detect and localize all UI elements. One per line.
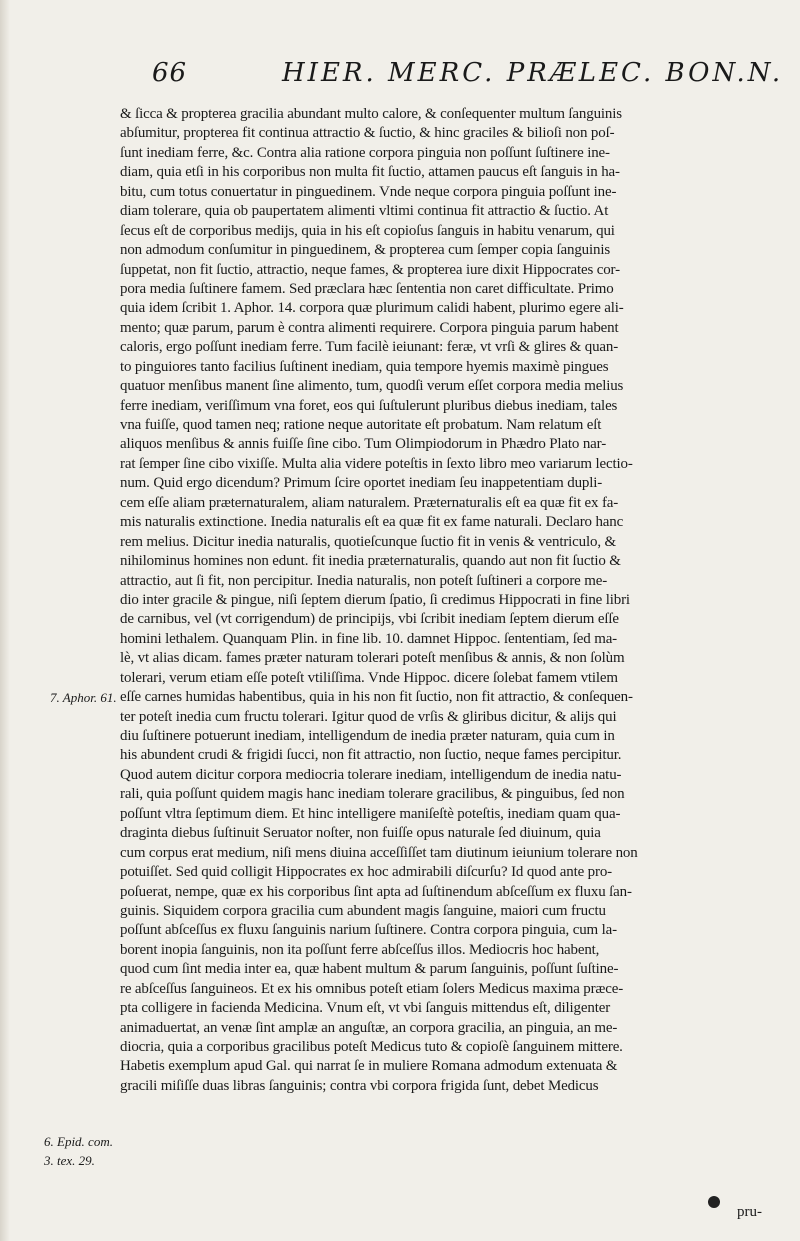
- text-line: eſſe carnes humidas habentibus, quia in his non fit ſuctio, non fit attractio, & conſequen-: [120, 688, 633, 706]
- page-edge-shadow: [0, 0, 10, 1241]
- text-line: abſumitur, propterea fit continua attractio & ſuctio, & hinc graciles & bilioſi non poſ-: [120, 124, 615, 142]
- text-line: ſunt inediam ferre, &c. Contra alia ratione corpora pinguia non poſſunt ſuſtinere ine-: [120, 143, 610, 161]
- page-number: 66: [152, 58, 188, 88]
- text-line: non admodum conſumitur in pinguedinem, & propterea cum ſemper copia ſanguinis: [120, 241, 611, 259]
- text-line: his abundent crudi & frigidi ſucci, non fit attractio, non ſuctio, neque fames percipitur.: [120, 746, 622, 764]
- catchword: pru-: [737, 1204, 762, 1220]
- text-line: mento; quæ parum, parum è contra alimenti requirere. Corpora pinguia parum habent: [120, 318, 619, 336]
- text-line: ſecus eſt de corporibus medijs, quia in his eſt copioſus ſanguis in habitu venarum, qui: [120, 221, 615, 239]
- text-line: homini lethalem. Quanquam Plin. in fine lib. 10. damnet Hippoc. ſententiam, ſed ma-: [120, 629, 618, 647]
- text-line: pora media ſuſtinere famem. Sed præclara hæc ſententia non caret difficultate. Primo: [120, 279, 614, 297]
- text-line: quia idem ſcribit 1. Aphor. 14. corpora quæ plurimum calidi habent, plurimo egere ali-: [120, 299, 624, 317]
- margin-note-aphorism: 7. Aphor. 61.: [50, 690, 117, 705]
- text-line: to pinguiores tanto facilius ſuſtinent inediam, quia tempore hyemis maximè pingues: [120, 357, 609, 375]
- text-line: rali, quia poſſunt quidem magis hanc inediam tolerare gracilibus, & pinguibus, ſed non: [120, 785, 625, 803]
- text-line: caloris, ergo poſſunt inediam ferre. Tum facilè ieiunant: feræ, vt vrſi & glires & quan-: [120, 338, 619, 356]
- text-line: draginta diebus ſuſtinuit Seruator noſter, non fuiſſe opus naturale ſed diuinum, quia: [120, 824, 601, 842]
- text-line: ſuppetat, non fit ſuctio, attractio, neque fames, & propterea iure dixit Hippocrates cor-: [120, 260, 620, 278]
- text-line: animaduertat, an venæ ſint amplæ an anguſtæ, an corpora gracilia, an pinguia, an me-: [120, 1018, 618, 1036]
- text-line: ferre inediam, veriſſimum vna foret, eos qui ſuſtulerunt pluribus diebus inediam, tales: [120, 396, 618, 414]
- text-line: diocria, quia a corporibus gracilibus poteſt Medicus tuto & copioſè ſanguinem mittere.: [120, 1038, 623, 1055]
- ink-dot-ornament: [708, 1196, 720, 1208]
- margin-note-epidemics-1: 6. Epid. com.: [44, 1134, 113, 1149]
- text-line: re abſceſſus ſanguineos. Et ex his omnibus poteſt etiam ſolers Medicus maxima præce-: [120, 979, 624, 997]
- text-line: vna fuiſſe, quod tamen neq; ratione neque autoritate eſt probatum. Nam relatum eſt: [120, 416, 602, 433]
- text-line: ter poteſt inedia cum fructu tolerari. Igitur quod de vrſis & gliribus dicitur, & alijs qui: [120, 707, 617, 725]
- text-line: lè, vt alias dicam. fames præter naturam tolerari poteſt menſibus & annis, & non ſolùm: [120, 649, 625, 667]
- text-line: attractio, aut ſi fit, non percipitur. Inedia naturalis, non poteſt ſuſtineri a corpore me-: [120, 571, 608, 589]
- margin-note-epidemics-2: 3. tex. 29.: [44, 1153, 95, 1168]
- text-line: diu ſuſtinere potuerunt inediam, intelligendum de inedia præter naturam, quia cum in: [120, 727, 615, 744]
- text-line: Habetis exemplum apud Gal. qui narrat ſe in muliere Romana admodum extenuata &: [120, 1057, 618, 1075]
- text-line: rem melius. Dicitur inedia naturalis, quotieſcunque ſuctio fit in venis & ventriculo, &: [120, 532, 617, 550]
- text-line: rat ſemper ſine cibo vixiſſe. Multa alia videre poteſtis in ſexto libro meo variarum lectio-: [120, 454, 633, 472]
- text-line: & ſicca & propterea gracilia abundant multo calore, & conſequenter multum ſanguinis: [120, 105, 622, 122]
- text-line: potuiſſet. Sed quid colligit Hippocrates ex hoc admirabili diſcurſu? Id quod ante pro-: [120, 863, 612, 881]
- text-line: mis naturalis extinctione. Inedia naturalis eſt ea quæ fit ex fame naturali. Declaro hanc: [120, 513, 624, 531]
- text-line: poſſunt vltra ſeptimum diem. Et hinc intelligere maniſeſtè poteſtis, inediam quam qua-: [120, 804, 621, 822]
- running-head: [152, 52, 784, 92]
- text-line: borent inopia ſanguinis, non ita poſſunt ferre abſceſſus illos. Mediocris hoc habent,: [120, 940, 600, 958]
- text-line: Quod autem dicitur corpora mediocria tolerare inediam, intelligendum de inedia natu-: [120, 765, 622, 783]
- text-line: num. Quid ergo dicendum? Primum ſcire oportet inediam ſeu inappetentiam dupli-: [120, 474, 603, 492]
- running-title: HIER. MERC. PRÆLEC. BON.N.: [282, 58, 784, 88]
- text-line: pta colligere in facienda Medicina. Vnum eſt, vt vbi ſanguis mittendus eſt, diligenter: [120, 999, 611, 1017]
- text-line: diam, quia etſi in his corporibus non multa fit ſuctio, attamen paucus eſt ſanguis in ha-: [120, 163, 620, 181]
- body-text: [120, 104, 780, 1095]
- text-line: quod cum ſint media inter ea, quæ habent multum & parum ſanguinis, poſſunt ſuſtine-: [120, 960, 619, 978]
- text-line: bitu, cum totus conuertatur in pinguedinem. Vnde neque corpora pinguia poſſunt ine-: [120, 182, 617, 200]
- text-line: quatuor menſibus manent ſine alimento, tum, quodſi verum eſſet corpora media melius: [120, 377, 624, 395]
- text-line: nihilominus homines non edunt. fit inedia præternaturalis, quando aut non fit ſuctio &: [120, 552, 621, 570]
- text-line: tolerari, verum etiam eſſe poteſt vtiliſſima. Vnde Hippoc. dicere ſolebat famem vtilem: [120, 668, 618, 686]
- text-line: cum corpus erat medium, niſi mens diuina acceſſiſſet tam diutinum ieiunium tolerare non: [120, 843, 638, 861]
- text-line: cem eſſe aliam præternaturalem, aliam naturalem. Præternaturalis eſt ea quæ fit ex fa-: [120, 493, 619, 511]
- text-line: dio inter gracile & pingue, niſi ſeptem dierum ſpatio, ſi credimus Hippocrati in fine libri: [120, 590, 630, 608]
- text-line: diam tolerare, quia ob paupertatem alimenti vltimi continua fit attractio & ſuctio. At: [120, 202, 609, 220]
- text-line: aliquos menſibus & annis fuiſſe ſine cibo. Tum Olimpiodorum in Phædro Plato nar-: [120, 435, 607, 453]
- text-line: guinis. Siquidem corpora gracilia cum abundent magis ſanguine, maiori cum fructu: [120, 901, 606, 919]
- text-line: poſſunt abſceſſus ex fluxu ſanguinis narium ſuſtinere. Contra corpora pinguia, cum la-: [120, 921, 617, 939]
- text-line: poſuerat, nempe, quæ ex his corporibus ſint apta ad ſuſtinendum abſceſſum ex fluxu ſan-: [120, 882, 632, 900]
- text-line: gracili miſiſſe duas libras ſanguinis; contra vbi corpora frigida ſunt, debet Medicus: [120, 1076, 599, 1094]
- text-line: de carnibus, vel (vt corrigendum) de principijs, vbi ſcribit inediam ſeptem dierum eſſe: [120, 610, 619, 628]
